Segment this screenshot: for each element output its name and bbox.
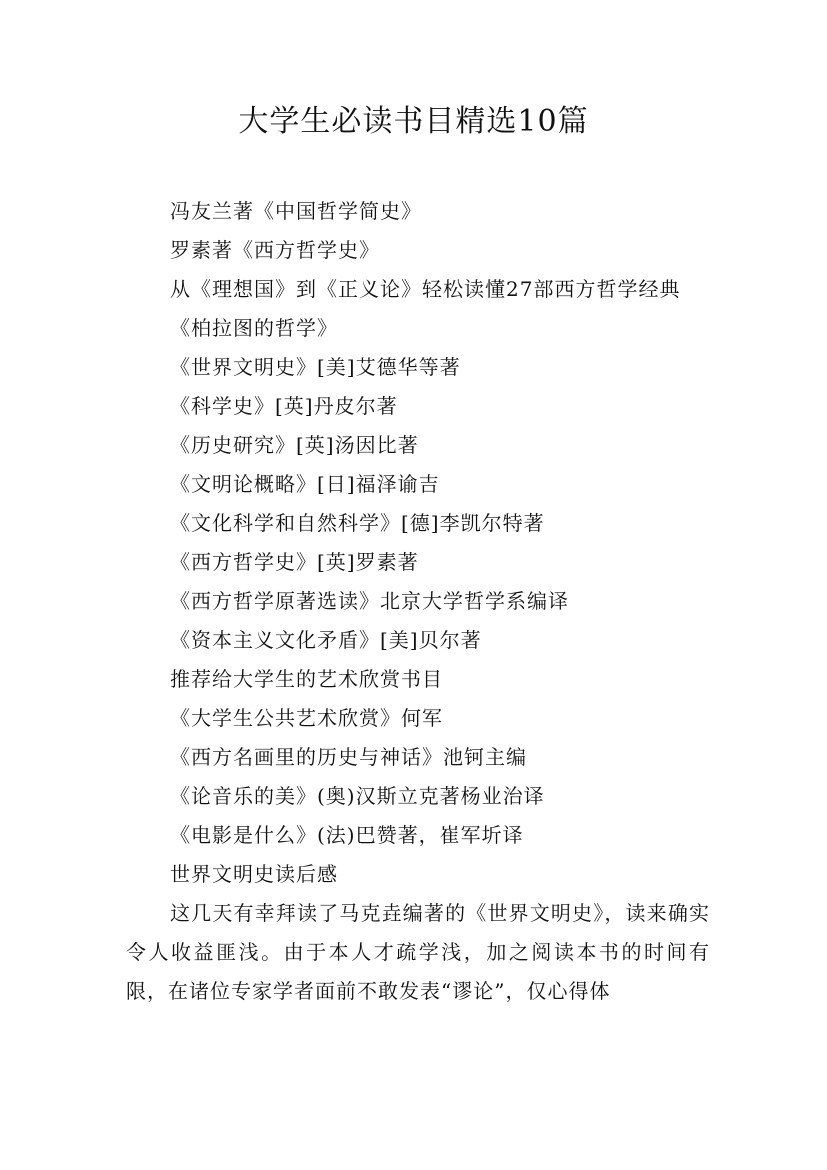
paragraph-book-item: 《文明论概略》[日]福泽谕吉	[170, 472, 440, 496]
paragraph-book-item: 冯友兰著《中国哲学简史》	[170, 199, 422, 223]
paragraph-book-item: 《科学史》[英]丹皮尔著	[170, 394, 398, 418]
paragraph-review-body: 这几天有幸拜读了马克垚编著的《世界文明史》，读来确实令人收益匪浅。由于本人才疏学浅，加之阅读本书的时间有限，在诸位专家学者面前不敢发表“谬论”，仅心得体	[126, 901, 710, 1003]
paragraph-book-item: 《文化科学和自然科学》[德]李凯尔特著	[170, 511, 545, 535]
section-heading-review: 世界文明史读后感	[170, 862, 338, 886]
paragraph-book-item: 《历史研究》[英]汤因比著	[170, 433, 419, 457]
paragraph-book-item: 《世界文明史》[美]艾德华等著	[170, 355, 461, 379]
paragraph-book-item: 《柏拉图的哲学》	[170, 316, 338, 340]
paragraph-book-item: 《西方哲学史》[英]罗素著	[170, 550, 419, 574]
paragraph-book-item: 《资本主义文化矛盾》[美]贝尔著	[170, 628, 482, 652]
document-title: 大学生必读书目精选10篇	[238, 104, 589, 139]
paragraph-book-item: 《大学生公共艺术欣赏》何军	[170, 706, 443, 730]
paragraph-book-item: 《西方哲学原著选读》北京大学哲学系编译	[170, 589, 569, 613]
section-heading-art: 推荐给大学生的艺术欣赏书目	[170, 667, 443, 691]
paragraph-book-item: 《电影是什么》(法)巴赞著，崔军圻译	[170, 823, 524, 847]
paragraph-book-item: 从《理想国》到《正义论》轻松读懂27部西方哲学经典	[170, 277, 681, 301]
paragraph-book-item: 罗素著《西方哲学史》	[170, 238, 380, 262]
paragraph-book-item: 《论音乐的美》(奥)汉斯立克著杨业治译	[170, 784, 545, 808]
paragraph-book-item: 《西方名画里的历史与神话》池钶主编	[170, 745, 527, 769]
document-body	[126, 192, 710, 1011]
